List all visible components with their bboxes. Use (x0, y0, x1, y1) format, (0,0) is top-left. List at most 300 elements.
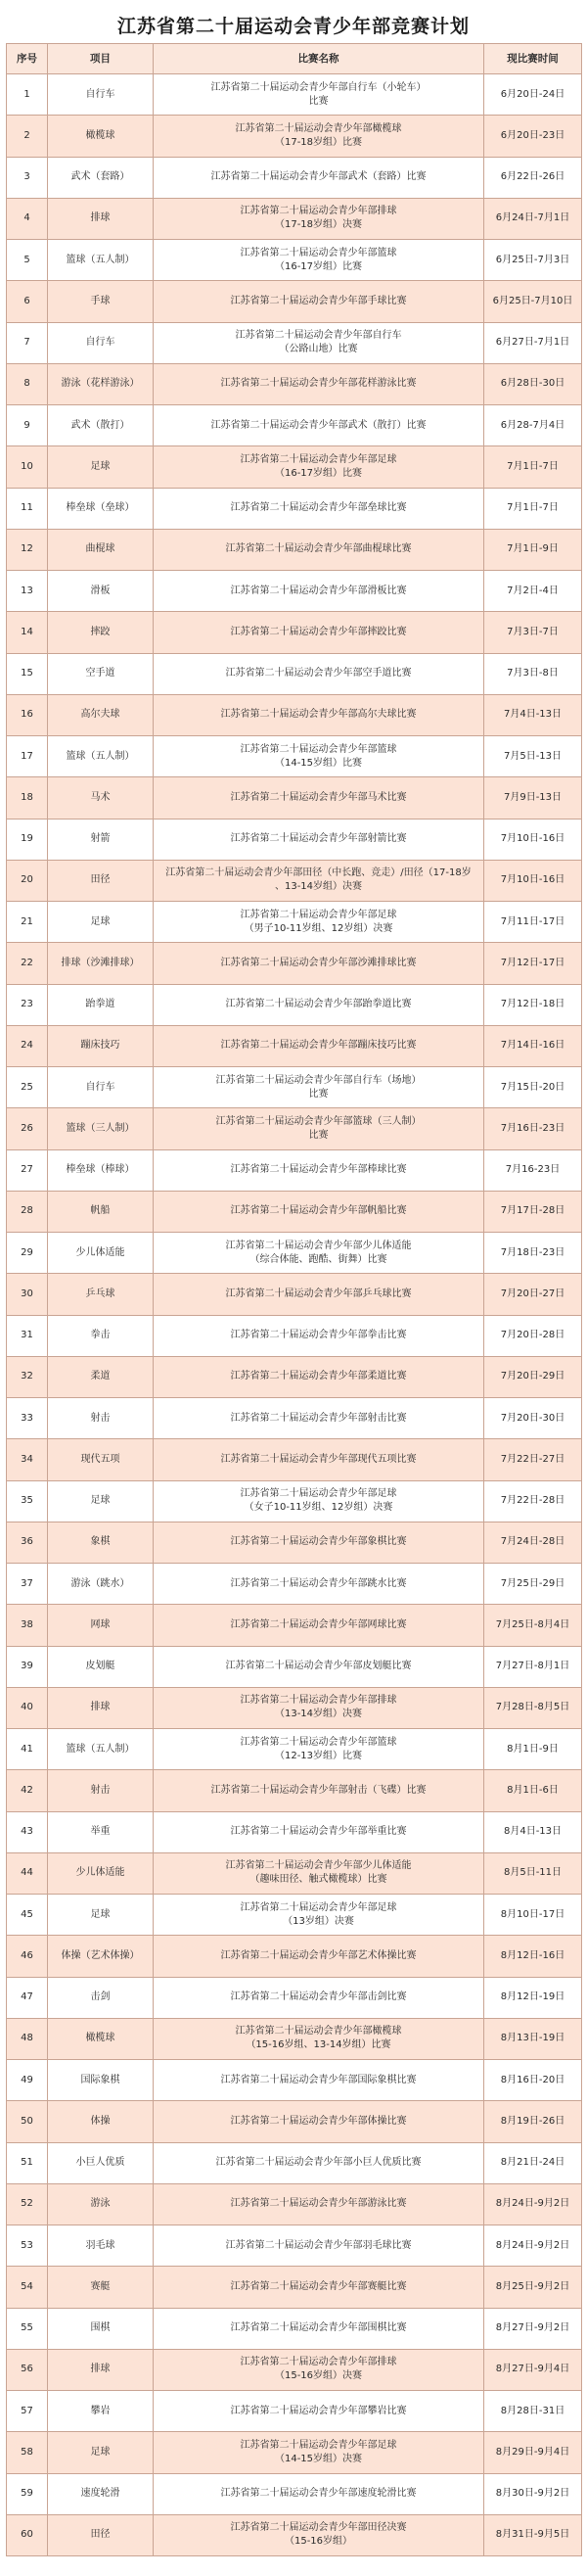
row-event-name: 江苏省第二十届运动会青少年部自行车 （公路山地）比赛 (154, 322, 484, 363)
row-date: 8月27日-9月2日 (484, 2308, 582, 2349)
row-event-name: 江苏省第二十届运动会青少年部国际象棋比赛 (154, 2060, 484, 2101)
table-row (7, 74, 582, 116)
row-date: 7月12日-17日 (484, 943, 582, 984)
table-row (7, 1605, 582, 1646)
row-index: 13 (7, 571, 48, 612)
row-event-name: 江苏省第二十届运动会青少年部蹦床技巧比赛 (154, 1025, 484, 1066)
row-date: 8月29日-9月4日 (484, 2432, 582, 2473)
table-row (7, 1439, 582, 1480)
row-sport: 举重 (48, 1811, 154, 1852)
row-event-name: 江苏省第二十届运动会青少年部自行车（小轮车） 比赛 (154, 74, 484, 116)
row-date: 8月12日-19日 (484, 1977, 582, 2018)
row-sport: 排球 (48, 198, 154, 239)
row-date: 7月17日-28日 (484, 1191, 582, 1232)
table-row (7, 1315, 582, 1356)
table-row (7, 2349, 582, 2390)
row-event-name: 江苏省第二十届运动会青少年部橄榄球 （15-16岁组、13-14岁组）比赛 (154, 2018, 484, 2059)
table-row (7, 1191, 582, 1232)
row-event-name: 江苏省第二十届运动会青少年部篮球（三人制） 比赛 (154, 1108, 484, 1149)
row-index: 56 (7, 2349, 48, 2390)
row-date: 7月18日-23日 (484, 1233, 582, 1274)
table-row (7, 405, 582, 446)
row-event-name: 江苏省第二十届运动会青少年部摔跤比赛 (154, 612, 484, 653)
row-date: 6月24日-7月1日 (484, 198, 582, 239)
row-date: 8月31日-9月5日 (484, 2514, 582, 2555)
row-date: 7月5日-13日 (484, 736, 582, 777)
row-event-name: 江苏省第二十届运动会青少年部滑板比赛 (154, 571, 484, 612)
row-index: 17 (7, 736, 48, 777)
row-index: 54 (7, 2267, 48, 2308)
row-index: 58 (7, 2432, 48, 2473)
table-row (7, 116, 582, 157)
row-index: 19 (7, 819, 48, 860)
row-event-name: 江苏省第二十届运动会青少年部武术（套路）比赛 (154, 157, 484, 198)
row-index: 23 (7, 984, 48, 1025)
table-row (7, 1729, 582, 1770)
table-row (7, 2183, 582, 2225)
row-sport: 排球（沙滩排球） (48, 943, 154, 984)
table-row (7, 1480, 582, 1522)
row-event-name: 江苏省第二十届运动会青少年部田径决赛 （15-16岁组） (154, 2514, 484, 2555)
table-row (7, 1936, 582, 1977)
row-index: 43 (7, 1811, 48, 1852)
row-sport: 篮球（三人制） (48, 1108, 154, 1149)
row-index: 30 (7, 1274, 48, 1315)
header-event-name: 比赛名称 (154, 44, 484, 74)
row-index: 52 (7, 2183, 48, 2225)
row-date: 8月28日-31日 (484, 2391, 582, 2432)
row-date: 6月20日-23日 (484, 116, 582, 157)
table-row (7, 2101, 582, 2142)
row-sport: 射箭 (48, 819, 154, 860)
table-row (7, 1108, 582, 1149)
row-event-name: 江苏省第二十届运动会青少年部高尔夫球比赛 (154, 694, 484, 735)
row-index: 38 (7, 1605, 48, 1646)
row-index: 15 (7, 653, 48, 694)
row-index: 4 (7, 198, 48, 239)
row-event-name: 江苏省第二十届运动会青少年部田径（中长跑、竞走）/田径（17-18岁 、13-14岁组）决赛 (154, 860, 484, 901)
row-index: 11 (7, 488, 48, 529)
row-date: 7月3日-7日 (484, 612, 582, 653)
row-index: 16 (7, 694, 48, 735)
row-date: 7月16-23日 (484, 1149, 582, 1191)
row-date: 7月24日-28日 (484, 1522, 582, 1563)
row-event-name: 江苏省第二十届运动会青少年部游泳比赛 (154, 2183, 484, 2225)
row-index: 49 (7, 2060, 48, 2101)
row-index: 7 (7, 322, 48, 363)
row-index: 48 (7, 2018, 48, 2059)
table-row (7, 1067, 582, 1108)
row-date: 6月20日-24日 (484, 74, 582, 116)
row-date: 8月27日-9月4日 (484, 2349, 582, 2390)
row-date: 7月20日-30日 (484, 1398, 582, 1439)
row-event-name: 江苏省第二十届运动会青少年部手球比赛 (154, 281, 484, 322)
row-index: 14 (7, 612, 48, 653)
row-event-name: 江苏省第二十届运动会青少年部体操比赛 (154, 2101, 484, 2142)
row-date: 8月24日-9月2日 (484, 2183, 582, 2225)
row-sport: 游泳（跳水） (48, 1564, 154, 1605)
row-index: 6 (7, 281, 48, 322)
row-event-name: 江苏省第二十届运动会青少年部垒球比赛 (154, 488, 484, 529)
row-sport: 足球 (48, 446, 154, 488)
row-sport: 棒垒球（棒球） (48, 1149, 154, 1191)
table-row (7, 1149, 582, 1191)
table-row (7, 1895, 582, 1936)
row-index: 12 (7, 529, 48, 570)
row-index: 26 (7, 1108, 48, 1149)
row-sport: 橄榄球 (48, 2018, 154, 2059)
row-date: 8月1日-6日 (484, 1770, 582, 1811)
row-sport: 篮球（五人制） (48, 1729, 154, 1770)
table-row (7, 1770, 582, 1811)
row-sport: 篮球（五人制） (48, 736, 154, 777)
row-date: 8月1日-9日 (484, 1729, 582, 1770)
row-sport: 足球 (48, 1895, 154, 1936)
row-index: 53 (7, 2225, 48, 2267)
table-row (7, 653, 582, 694)
row-sport: 射击 (48, 1398, 154, 1439)
table-row (7, 2432, 582, 2473)
row-index: 31 (7, 1315, 48, 1356)
row-sport: 足球 (48, 902, 154, 943)
row-sport: 摔跤 (48, 612, 154, 653)
row-date: 7月25日-8月4日 (484, 1605, 582, 1646)
row-date: 8月21日-24日 (484, 2142, 582, 2183)
table-row (7, 1025, 582, 1066)
row-date: 7月14日-16日 (484, 1025, 582, 1066)
row-event-name: 江苏省第二十届运动会青少年部曲棍球比赛 (154, 529, 484, 570)
table-row (7, 2514, 582, 2555)
row-event-name: 江苏省第二十届运动会青少年部少儿体适能 （趣味田径、触式橄榄球）比赛 (154, 1852, 484, 1894)
row-sport: 足球 (48, 2432, 154, 2473)
row-date: 7月20日-29日 (484, 1356, 582, 1397)
row-sport: 排球 (48, 2349, 154, 2390)
table-row (7, 612, 582, 653)
row-index: 32 (7, 1356, 48, 1397)
row-sport: 游泳（花样游泳） (48, 363, 154, 404)
table-row (7, 902, 582, 943)
row-sport: 跆拳道 (48, 984, 154, 1025)
row-event-name: 江苏省第二十届运动会青少年部跳水比赛 (154, 1564, 484, 1605)
row-event-name: 江苏省第二十届运动会青少年部武术（散打）比赛 (154, 405, 484, 446)
row-sport: 自行车 (48, 322, 154, 363)
row-sport: 滑板 (48, 571, 154, 612)
row-date: 7月10日-16日 (484, 860, 582, 901)
row-index: 3 (7, 157, 48, 198)
table-row (7, 281, 582, 322)
row-sport: 少儿体适能 (48, 1233, 154, 1274)
row-sport: 羽毛球 (48, 2225, 154, 2267)
row-index: 44 (7, 1852, 48, 1894)
page-title: 江苏省第二十届运动会青少年部竞赛计划 (116, 15, 470, 37)
row-date: 7月3日-8日 (484, 653, 582, 694)
row-sport: 足球 (48, 1480, 154, 1522)
row-index: 1 (7, 74, 48, 116)
table-row (7, 198, 582, 239)
row-sport: 田径 (48, 860, 154, 901)
row-date: 8月13日-19日 (484, 2018, 582, 2059)
row-date: 7月9日-13日 (484, 777, 582, 819)
row-date: 7月12日-18日 (484, 984, 582, 1025)
table-row (7, 2308, 582, 2349)
row-date: 7月22日-27日 (484, 1439, 582, 1480)
row-sport: 蹦床技巧 (48, 1025, 154, 1066)
table-row (7, 1811, 582, 1852)
row-date: 8月30日-9月2日 (484, 2473, 582, 2514)
row-index: 29 (7, 1233, 48, 1274)
row-date: 8月24日-9月2日 (484, 2225, 582, 2267)
table-row (7, 2018, 582, 2059)
row-index: 55 (7, 2308, 48, 2349)
table-row (7, 819, 582, 860)
row-event-name: 江苏省第二十届运动会青少年部橄榄球 （17-18岁组）比赛 (154, 116, 484, 157)
row-date: 7月15日-20日 (484, 1067, 582, 1108)
row-event-name: 江苏省第二十届运动会青少年部篮球 （14-15岁组）比赛 (154, 736, 484, 777)
row-index: 20 (7, 860, 48, 901)
table-row (7, 1852, 582, 1894)
row-sport: 棒垒球（垒球） (48, 488, 154, 529)
row-event-name: 江苏省第二十届运动会青少年部小巨人优质比赛 (154, 2142, 484, 2183)
row-index: 39 (7, 1646, 48, 1687)
row-index: 2 (7, 116, 48, 157)
row-sport: 象棋 (48, 1522, 154, 1563)
row-event-name: 江苏省第二十届运动会青少年部攀岩比赛 (154, 2391, 484, 2432)
row-event-name: 江苏省第二十届运动会青少年部射击（飞碟）比赛 (154, 1770, 484, 1811)
row-event-name: 江苏省第二十届运动会青少年部速度轮滑比赛 (154, 2473, 484, 2514)
row-event-name: 江苏省第二十届运动会青少年部足球 （13岁组）决赛 (154, 1895, 484, 1936)
table-row (7, 1687, 582, 1728)
row-index: 40 (7, 1687, 48, 1728)
table-row (7, 2473, 582, 2514)
row-event-name: 江苏省第二十届运动会青少年部足球 （男子10-11岁组、12岁组）决赛 (154, 902, 484, 943)
table-row (7, 2060, 582, 2101)
row-event-name: 江苏省第二十届运动会青少年部篮球 （12-13岁组）比赛 (154, 1729, 484, 1770)
table-row (7, 2391, 582, 2432)
row-date: 7月4日-13日 (484, 694, 582, 735)
row-sport: 帆船 (48, 1191, 154, 1232)
table-row (7, 984, 582, 1025)
row-index: 24 (7, 1025, 48, 1066)
table-row (7, 2142, 582, 2183)
row-index: 42 (7, 1770, 48, 1811)
row-sport: 武术（散打） (48, 405, 154, 446)
row-date: 7月20日-27日 (484, 1274, 582, 1315)
row-event-name: 江苏省第二十届运动会青少年部棒球比赛 (154, 1149, 484, 1191)
row-sport: 少儿体适能 (48, 1852, 154, 1894)
header-sport: 项目 (48, 44, 154, 74)
row-event-name: 江苏省第二十届运动会青少年部艺术体操比赛 (154, 1936, 484, 1977)
row-index: 50 (7, 2101, 48, 2142)
schedule-table (6, 43, 582, 2556)
table-row (7, 736, 582, 777)
table-row (7, 571, 582, 612)
row-event-name: 江苏省第二十届运动会青少年部少儿体适能 （综合体能、跑酷、街舞）比赛 (154, 1233, 484, 1274)
row-date: 6月22日-26日 (484, 157, 582, 198)
table-body (7, 74, 582, 2556)
table-row (7, 2225, 582, 2267)
row-date: 7月1日-7日 (484, 488, 582, 529)
row-date: 7月20日-28日 (484, 1315, 582, 1356)
row-event-name: 江苏省第二十届运动会青少年部足球 （14-15岁组）决赛 (154, 2432, 484, 2473)
row-sport: 篮球（五人制） (48, 240, 154, 281)
table-row (7, 1398, 582, 1439)
row-event-name: 江苏省第二十届运动会青少年部象棋比赛 (154, 1522, 484, 1563)
table-row (7, 1356, 582, 1397)
row-event-name: 江苏省第二十届运动会青少年部空手道比赛 (154, 653, 484, 694)
row-date: 7月1日-7日 (484, 446, 582, 488)
row-date: 8月25日-9月2日 (484, 2267, 582, 2308)
row-sport: 排球 (48, 1687, 154, 1728)
table-header-row (7, 44, 582, 74)
row-index: 9 (7, 405, 48, 446)
row-sport: 小巨人优质 (48, 2142, 154, 2183)
row-sport: 柔道 (48, 1356, 154, 1397)
row-sport: 围棋 (48, 2308, 154, 2349)
table-row (7, 363, 582, 404)
row-event-name: 江苏省第二十届运动会青少年部羽毛球比赛 (154, 2225, 484, 2267)
table-row (7, 529, 582, 570)
row-index: 5 (7, 240, 48, 281)
table-row (7, 488, 582, 529)
row-date: 7月2日-4日 (484, 571, 582, 612)
row-event-name: 江苏省第二十届运动会青少年部拳击比赛 (154, 1315, 484, 1356)
row-event-name: 江苏省第二十届运动会青少年部皮划艇比赛 (154, 1646, 484, 1687)
row-event-name: 江苏省第二十届运动会青少年部柔道比赛 (154, 1356, 484, 1397)
row-sport: 击剑 (48, 1977, 154, 2018)
row-date: 6月25日-7月3日 (484, 240, 582, 281)
row-sport: 手球 (48, 281, 154, 322)
row-index: 60 (7, 2514, 48, 2555)
header-index: 序号 (7, 44, 48, 74)
row-index: 37 (7, 1564, 48, 1605)
row-event-name: 江苏省第二十届运动会青少年部网球比赛 (154, 1605, 484, 1646)
row-sport: 马术 (48, 777, 154, 819)
table-row (7, 1522, 582, 1563)
row-sport: 体操（艺术体操） (48, 1936, 154, 1977)
row-event-name: 江苏省第二十届运动会青少年部击剑比赛 (154, 1977, 484, 2018)
row-index: 46 (7, 1936, 48, 1977)
row-index: 47 (7, 1977, 48, 2018)
row-index: 33 (7, 1398, 48, 1439)
row-index: 28 (7, 1191, 48, 1232)
table-row (7, 777, 582, 819)
row-date: 7月16日-23日 (484, 1108, 582, 1149)
row-event-name: 江苏省第二十届运动会青少年部沙滩排球比赛 (154, 943, 484, 984)
row-event-name: 江苏省第二十届运动会青少年部跆拳道比赛 (154, 984, 484, 1025)
row-event-name: 江苏省第二十届运动会青少年部自行车（场地） 比赛 (154, 1067, 484, 1108)
row-index: 18 (7, 777, 48, 819)
row-event-name: 江苏省第二十届运动会青少年部赛艇比赛 (154, 2267, 484, 2308)
row-event-name: 江苏省第二十届运动会青少年部帆船比赛 (154, 1191, 484, 1232)
table-row (7, 1564, 582, 1605)
row-sport: 田径 (48, 2514, 154, 2555)
row-sport: 游泳 (48, 2183, 154, 2225)
table-row (7, 322, 582, 363)
row-event-name: 江苏省第二十届运动会青少年部乒乓球比赛 (154, 1274, 484, 1315)
row-date: 8月10日-17日 (484, 1895, 582, 1936)
row-sport: 速度轮滑 (48, 2473, 154, 2514)
row-date: 7月22日-28日 (484, 1480, 582, 1522)
row-date: 7月10日-16日 (484, 819, 582, 860)
row-date: 8月4日-13日 (484, 1811, 582, 1852)
row-index: 27 (7, 1149, 48, 1191)
row-event-name: 江苏省第二十届运动会青少年部射箭比赛 (154, 819, 484, 860)
row-date: 7月28日-8月5日 (484, 1687, 582, 1728)
row-index: 45 (7, 1895, 48, 1936)
row-event-name: 江苏省第二十届运动会青少年部围棋比赛 (154, 2308, 484, 2349)
row-sport: 武术（套路） (48, 157, 154, 198)
row-index: 25 (7, 1067, 48, 1108)
row-index: 21 (7, 902, 48, 943)
row-sport: 国际象棋 (48, 2060, 154, 2101)
table-row (7, 240, 582, 281)
row-event-name: 江苏省第二十届运动会青少年部排球 （13-14岁组）决赛 (154, 1687, 484, 1728)
row-sport: 体操 (48, 2101, 154, 2142)
row-index: 35 (7, 1480, 48, 1522)
row-sport: 高尔夫球 (48, 694, 154, 735)
table-row (7, 694, 582, 735)
row-date: 6月27日-7月1日 (484, 322, 582, 363)
header-date: 现比赛时间 (484, 44, 582, 74)
row-date: 6月28日-30日 (484, 363, 582, 404)
row-date: 8月5日-11日 (484, 1852, 582, 1894)
row-date: 8月19日-26日 (484, 2101, 582, 2142)
row-sport: 自行车 (48, 74, 154, 116)
row-date: 7月27日-8月1日 (484, 1646, 582, 1687)
row-date: 7月11日-17日 (484, 902, 582, 943)
row-sport: 橄榄球 (48, 116, 154, 157)
row-sport: 射击 (48, 1770, 154, 1811)
row-sport: 乒乓球 (48, 1274, 154, 1315)
row-event-name: 江苏省第二十届运动会青少年部足球 （16-17岁组）比赛 (154, 446, 484, 488)
table-row (7, 1977, 582, 2018)
row-index: 36 (7, 1522, 48, 1563)
table-row (7, 2267, 582, 2308)
row-index: 59 (7, 2473, 48, 2514)
table-row (7, 1233, 582, 1274)
row-sport: 现代五项 (48, 1439, 154, 1480)
row-index: 51 (7, 2142, 48, 2183)
row-event-name: 江苏省第二十届运动会青少年部举重比赛 (154, 1811, 484, 1852)
row-date: 8月12日-16日 (484, 1936, 582, 1977)
row-event-name: 江苏省第二十届运动会青少年部篮球 （16-17岁组）比赛 (154, 240, 484, 281)
row-date: 7月1日-9日 (484, 529, 582, 570)
row-sport: 攀岩 (48, 2391, 154, 2432)
row-event-name: 江苏省第二十届运动会青少年部足球 （女子10-11岁组、12岁组）决赛 (154, 1480, 484, 1522)
row-date: 6月25日-7月10日 (484, 281, 582, 322)
row-event-name: 江苏省第二十届运动会青少年部现代五项比赛 (154, 1439, 484, 1480)
row-sport: 曲棍球 (48, 529, 154, 570)
table-row (7, 157, 582, 198)
table-row (7, 943, 582, 984)
table-row (7, 860, 582, 901)
row-date: 6月28-7月4日 (484, 405, 582, 446)
row-sport: 空手道 (48, 653, 154, 694)
row-date: 8月16日-20日 (484, 2060, 582, 2101)
row-event-name: 江苏省第二十届运动会青少年部排球 （17-18岁组）决赛 (154, 198, 484, 239)
row-date: 7月25日-29日 (484, 1564, 582, 1605)
row-event-name: 江苏省第二十届运动会青少年部射击比赛 (154, 1398, 484, 1439)
row-index: 10 (7, 446, 48, 488)
table-row (7, 1646, 582, 1687)
row-sport: 拳击 (48, 1315, 154, 1356)
row-index: 41 (7, 1729, 48, 1770)
row-sport: 网球 (48, 1605, 154, 1646)
row-event-name: 江苏省第二十届运动会青少年部马术比赛 (154, 777, 484, 819)
row-index: 57 (7, 2391, 48, 2432)
table-row (7, 446, 582, 488)
row-event-name: 江苏省第二十届运动会青少年部排球 （15-16岁组）决赛 (154, 2349, 484, 2390)
